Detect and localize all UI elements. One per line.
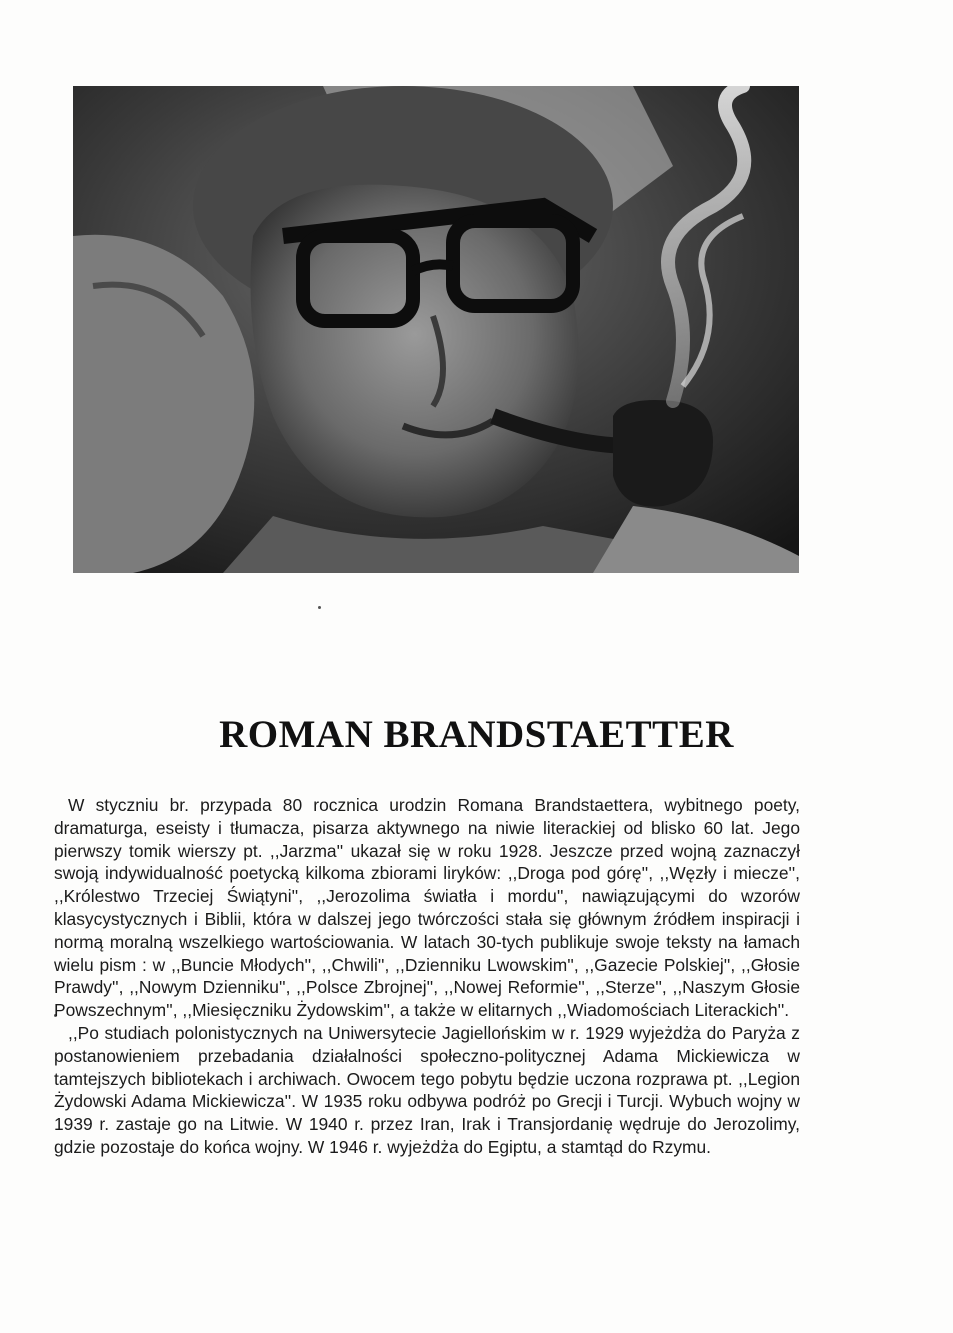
portrait-illustration (73, 86, 799, 573)
article-paragraph: ,,Po studiach polonistycznych na Uniwersytecie Jagiellońskim w r. 1929 wyjeżdża do Paryża z postanowieniem przebadania działalności społeczno-politycznej Adama Mickiewicza w tamtejszych bibliotekach i archiwach. Owocem tego pobytu będzie uczona rozprawa pt. ,,Legion Żydowski Adama Mickiewicza''. W 1935 roku odbywa podróż po Grecji i Turcji. Wybuch wojny w 1939 r. zastaje go na Litwie. W 1940 r. przez Iran, Irak i Transjordanię wędruje do Jerozolimy, gdzie pozostaje do końca wojny. W 1946 r. wyjeżdża do Egiptu, a stamtąd do Rzymu. (54, 1022, 800, 1157)
article-body (54, 794, 800, 1159)
print-speck (318, 606, 321, 609)
article-paragraph: W styczniu br. przypada 80 rocznica urodzin Romana Brandstaettera, wybitnego poety, dramaturga, eseisty i tłumacza, pisarza aktywnego na niwie literackiej od blisko 60 lat. Jego pierwszy tomik wierszy pt. ,,Jarzma'' ukazał się w roku 1928. Jeszcze przed wojną zaznaczył swoją indywidualność poetycką kilkoma zbiorami liryków: ,,Droga pod górę'', ,,Węzły i miecze'', ,,Królestwo Trzeciej Świątyni'', ,,Jerozolima światła i mordu'', nawiązującymi do wzorów klasycystycznych i Biblii, która w dalszej jego twórczości stała się głównym źródłem inspiracji i normą moralną wszelkiego wartościowania. W latach 30-tych publikuje swoje teksty na łamach wielu pism : w ,,Buncie Młodych'', ,,Chwili'', ,,Dzienniku Lwowskim'', ,,Gazecie Polskiej'', ,,Głosie Prawdy'', ,,Nowym Dzienniku'', ,,Polsce Zbrojnej'', ,,Nowej Reformie'', ,,Sterze'', ,,Naszym Głosie Powszechnym'', ,,Miesięczniku Żydowskim'', a także w elitarnych ,,Wiadomościach Literackich''. (54, 795, 800, 1021)
portrait-photo (73, 86, 799, 573)
article-title: ROMAN BRANDSTAETTER (219, 713, 734, 756)
